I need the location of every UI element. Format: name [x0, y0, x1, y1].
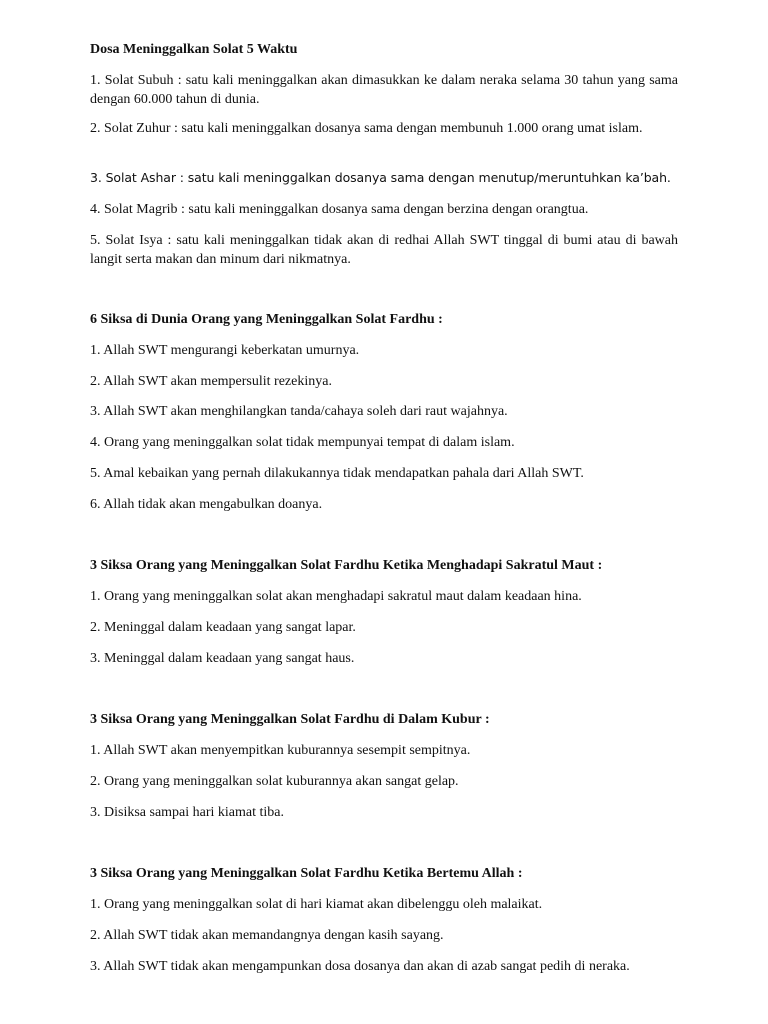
list-item: 1. Orang yang meninggalkan solat di hari kiamat akan dibelenggu oleh malaikat. [90, 897, 543, 912]
section-heading: Dosa Meninggalkan Solat 5 Waktu [90, 42, 298, 57]
list-item: 2. Orang yang meninggalkan solat kuburannya akan sangat gelap. [90, 774, 459, 789]
list-item: 1. Allah SWT akan menyempitkan kuburannya sesempit sempitnya. [90, 743, 471, 758]
list-item: 3. Disiksa sampai hari kiamat tiba. [90, 805, 285, 820]
list-item: 5. Solat Isya : satu kali meninggalkan tidak akan di redhai Allah SWT tinggal di bumi atau di bawah langit serta makan dan minum dari nikmatnya. [90, 233, 678, 267]
section-heading: 3 Siksa Orang yang Meninggalkan Solat Fardhu Ketika Bertemu Allah : [90, 866, 523, 881]
list-item: 3. Meninggal dalam keadaan yang sangat haus. [90, 651, 355, 666]
list-item: 2. Allah SWT tidak akan memandangnya dengan kasih sayang. [90, 928, 444, 943]
list-item: 3. Allah SWT akan menghilangkan tanda/cahaya soleh dari raut wajahnya. [90, 404, 508, 419]
list-item: 1. Solat Subuh : satu kali meninggalkan akan dimasukkan ke dalam neraka selama 30 tahun yang sama dengan 60.000 tahun di dunia. [90, 73, 678, 107]
list-item: 3. Allah SWT tidak akan mengampunkan dosa dosanya dan akan di azab sangat pedih di neraka. [90, 959, 630, 974]
list-item: 1. Orang yang meninggalkan solat akan menghadapi sakratul maut dalam keadaan hina. [90, 589, 582, 604]
section-heading: 6 Siksa di Dunia Orang yang Meninggalkan Solat Fardhu : [90, 312, 443, 327]
section-heading: 3 Siksa Orang yang Meninggalkan Solat Fardhu di Dalam Kubur : [90, 712, 490, 727]
list-item: 1. Allah SWT mengurangi keberkatan umurnya. [90, 343, 360, 358]
section-heading: 3 Siksa Orang yang Meninggalkan Solat Fardhu Ketika Menghadapi Sakratul Maut : [90, 558, 603, 573]
list-item: 5. Amal kebaikan yang pernah dilakukannya tidak mendapatkan pahala dari Allah SWT. [90, 466, 584, 481]
list-item: 3. Solat Ashar : satu kali meninggalkan dosanya sama dengan menutup/meruntuhkan ka’bah. [90, 170, 671, 185]
list-item: 6. Allah tidak akan mengabulkan doanya. [90, 497, 323, 512]
list-item: 2. Meninggal dalam keadaan yang sangat lapar. [90, 620, 356, 635]
list-item: 4. Orang yang meninggalkan solat tidak mempunyai tempat di dalam islam. [90, 435, 515, 450]
list-item: 4. Solat Magrib : satu kali meninggalkan dosanya sama dengan berzina dengan orangtua. [90, 202, 589, 217]
list-item: 2. Allah SWT akan mempersulit rezekinya. [90, 374, 332, 389]
list-item: 2. Solat Zuhur : satu kali meninggalkan dosanya sama dengan membunuh 1.000 orang umat islam. [90, 121, 643, 136]
